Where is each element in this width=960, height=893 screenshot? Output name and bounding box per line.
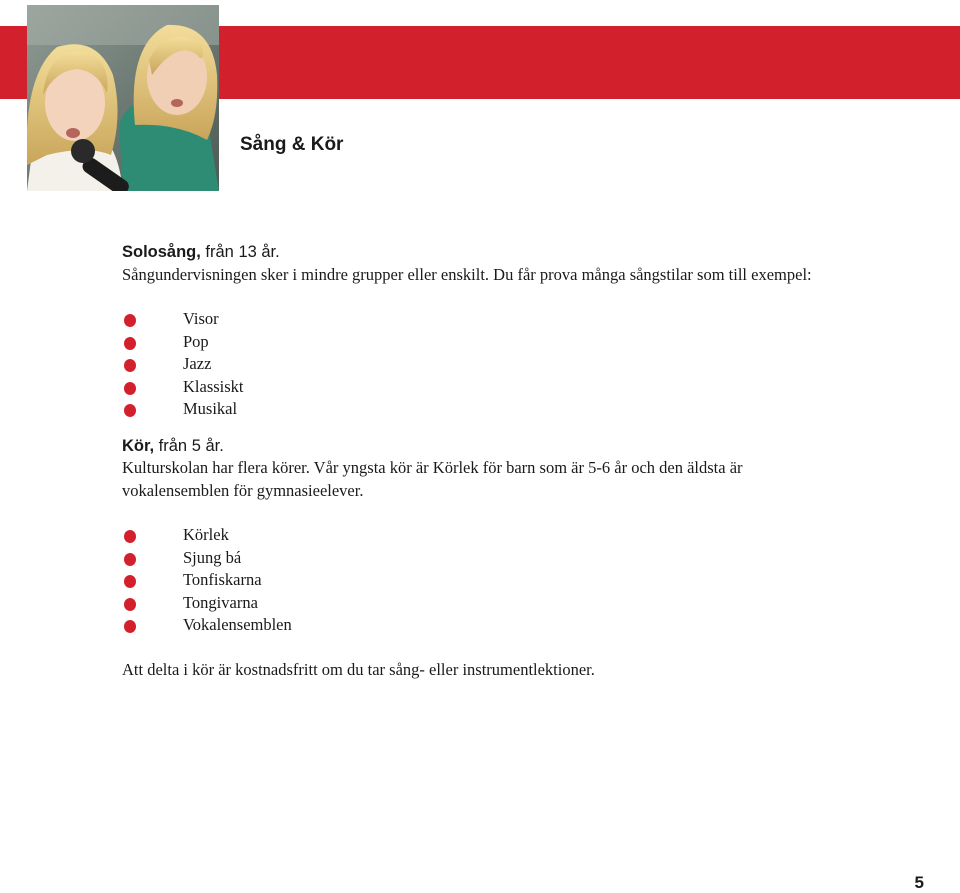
choir-heading xyxy=(122,435,842,458)
page-title: Sång & Kör xyxy=(240,134,344,155)
list-item-label: Musikal xyxy=(183,399,238,418)
list-item xyxy=(122,376,842,399)
bullet-icon xyxy=(124,530,136,543)
list-item xyxy=(122,353,842,376)
footer-note: Att delta i kör är kostnadsfritt om du tar sång- eller instrumentlektioner. xyxy=(122,659,595,679)
bullet-icon xyxy=(124,314,136,327)
list-item-label: Körlek xyxy=(183,525,229,544)
bullet-icon xyxy=(124,404,136,417)
bullet-icon xyxy=(124,382,136,395)
bullet-icon xyxy=(124,575,136,588)
list-item-label: Tongivarna xyxy=(183,592,258,612)
list-item xyxy=(122,524,842,547)
list-item xyxy=(122,331,842,354)
header-photo-singers xyxy=(27,5,219,191)
list-item xyxy=(122,308,842,331)
choir-body: Kulturskolan har flera körer. Vår yngsta kör är Körlek för barn som är 5-6 år och den äldsta är vokalensemblen för gymnasieelever. xyxy=(122,458,743,500)
list-item-label: Pop xyxy=(183,331,209,351)
bullet-icon xyxy=(124,598,136,611)
bullet-icon xyxy=(124,553,136,566)
solo-body: Sångundervisningen sker i mindre grupper eller enskilt. Du får prova många sångstilar som till exempel: xyxy=(122,264,812,284)
solo-heading xyxy=(122,241,842,264)
choir-list xyxy=(122,524,842,637)
list-item-label: Vokalensemblen xyxy=(183,615,292,634)
main-content xyxy=(122,241,842,681)
choir-heading-rest: från 5 år. xyxy=(154,436,224,455)
bullet-icon xyxy=(124,337,136,350)
list-item xyxy=(122,398,842,421)
list-item-label: Sjung bá xyxy=(183,547,242,567)
list-item-label: Visor xyxy=(183,309,219,328)
singers-photo-illustration xyxy=(27,5,219,191)
solo-style-list xyxy=(122,308,842,421)
list-item xyxy=(122,547,842,570)
list-item-label: Klassiskt xyxy=(183,376,244,396)
solo-heading-bold: Solosång, xyxy=(122,243,201,261)
list-item-label: Tonfiskarna xyxy=(183,570,262,589)
solo-heading-rest: från 13 år. xyxy=(200,243,280,261)
list-item xyxy=(122,592,842,615)
list-item-label: Jazz xyxy=(183,354,212,373)
choir-heading-bold: Kör, xyxy=(122,436,155,455)
list-item xyxy=(122,569,842,592)
bullet-icon xyxy=(124,620,136,633)
list-item xyxy=(122,614,842,637)
page-number: 5 xyxy=(914,873,924,892)
bullet-icon xyxy=(124,359,136,372)
